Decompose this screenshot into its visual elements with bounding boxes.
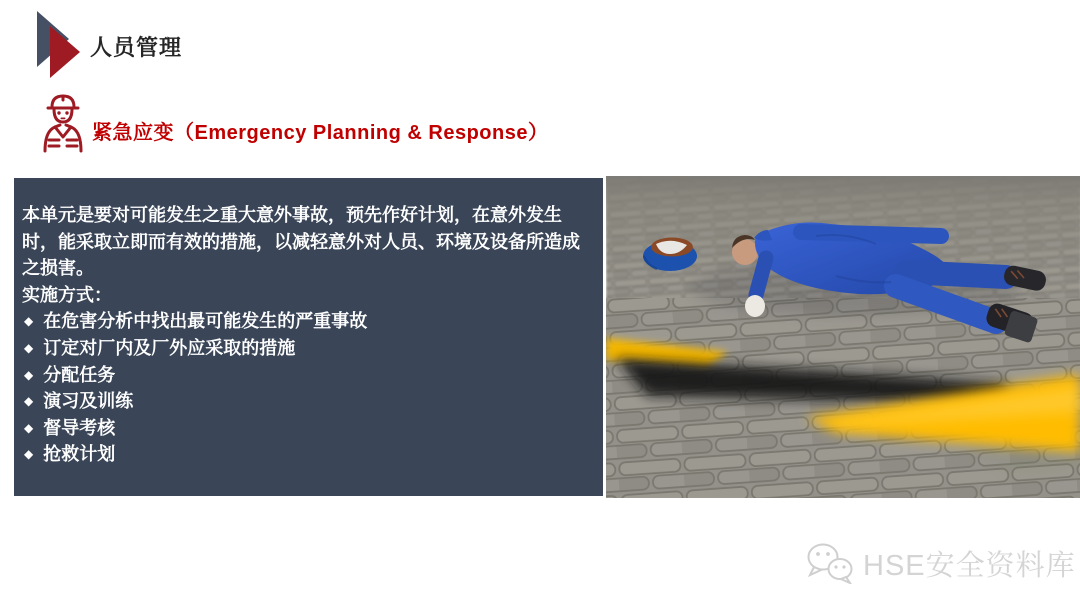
wechat-icon <box>806 542 854 584</box>
diamond-bullet-icon: ◆ <box>24 447 34 462</box>
bullet-item <box>22 335 597 362</box>
bullet-text: 订定对厂内及厂外应采取的措施 <box>43 337 296 358</box>
diamond-bullet-icon: ◆ <box>24 340 34 355</box>
worker-helmet-icon <box>40 92 86 154</box>
bullet-item <box>22 388 597 415</box>
bullet-item <box>22 362 597 389</box>
bullet-item <box>22 308 597 335</box>
worker-upper-leg <box>906 272 1006 277</box>
worker-left-arm <box>756 258 766 295</box>
diamond-bullet-icon: ◆ <box>24 394 34 409</box>
bullet-list <box>22 308 597 468</box>
diamond-bullet-icon: ◆ <box>24 367 34 382</box>
bullet-text: 演习及训练 <box>43 391 134 412</box>
diamond-bullet-icon: ◆ <box>24 314 34 329</box>
bullet-text: 抢救计划 <box>43 444 116 465</box>
method-label: 实施方式： <box>22 284 112 305</box>
accident-photo-illustration <box>606 176 1080 498</box>
content-panel <box>14 178 603 496</box>
accident-photo <box>606 176 1080 498</box>
watermark <box>806 540 1076 586</box>
slide-logo-icon <box>33 10 85 82</box>
bullet-item <box>22 441 597 468</box>
bullet-text: 督导考核 <box>43 417 116 438</box>
section-heading: 紧急应变（Emergency Planning & Response） <box>92 122 549 144</box>
watermark-label: HSE安全资料库 <box>863 549 1076 582</box>
bullet-text: 分配任务 <box>43 364 116 385</box>
bullet-item <box>22 415 597 442</box>
diamond-bullet-icon: ◆ <box>24 420 34 435</box>
panel-paragraph: 本单元是要对可能发生之重大意外事故，预先作好计划，在意外发生时，能采取立即而有效的措施，以减轻意外对人员、环境及设备所造成之损害。 <box>22 205 580 279</box>
worker-glove <box>745 295 765 317</box>
bullet-text: 在危害分析中找出最可能发生的严重事故 <box>43 311 368 332</box>
page-title: 人员管理 <box>90 35 183 60</box>
